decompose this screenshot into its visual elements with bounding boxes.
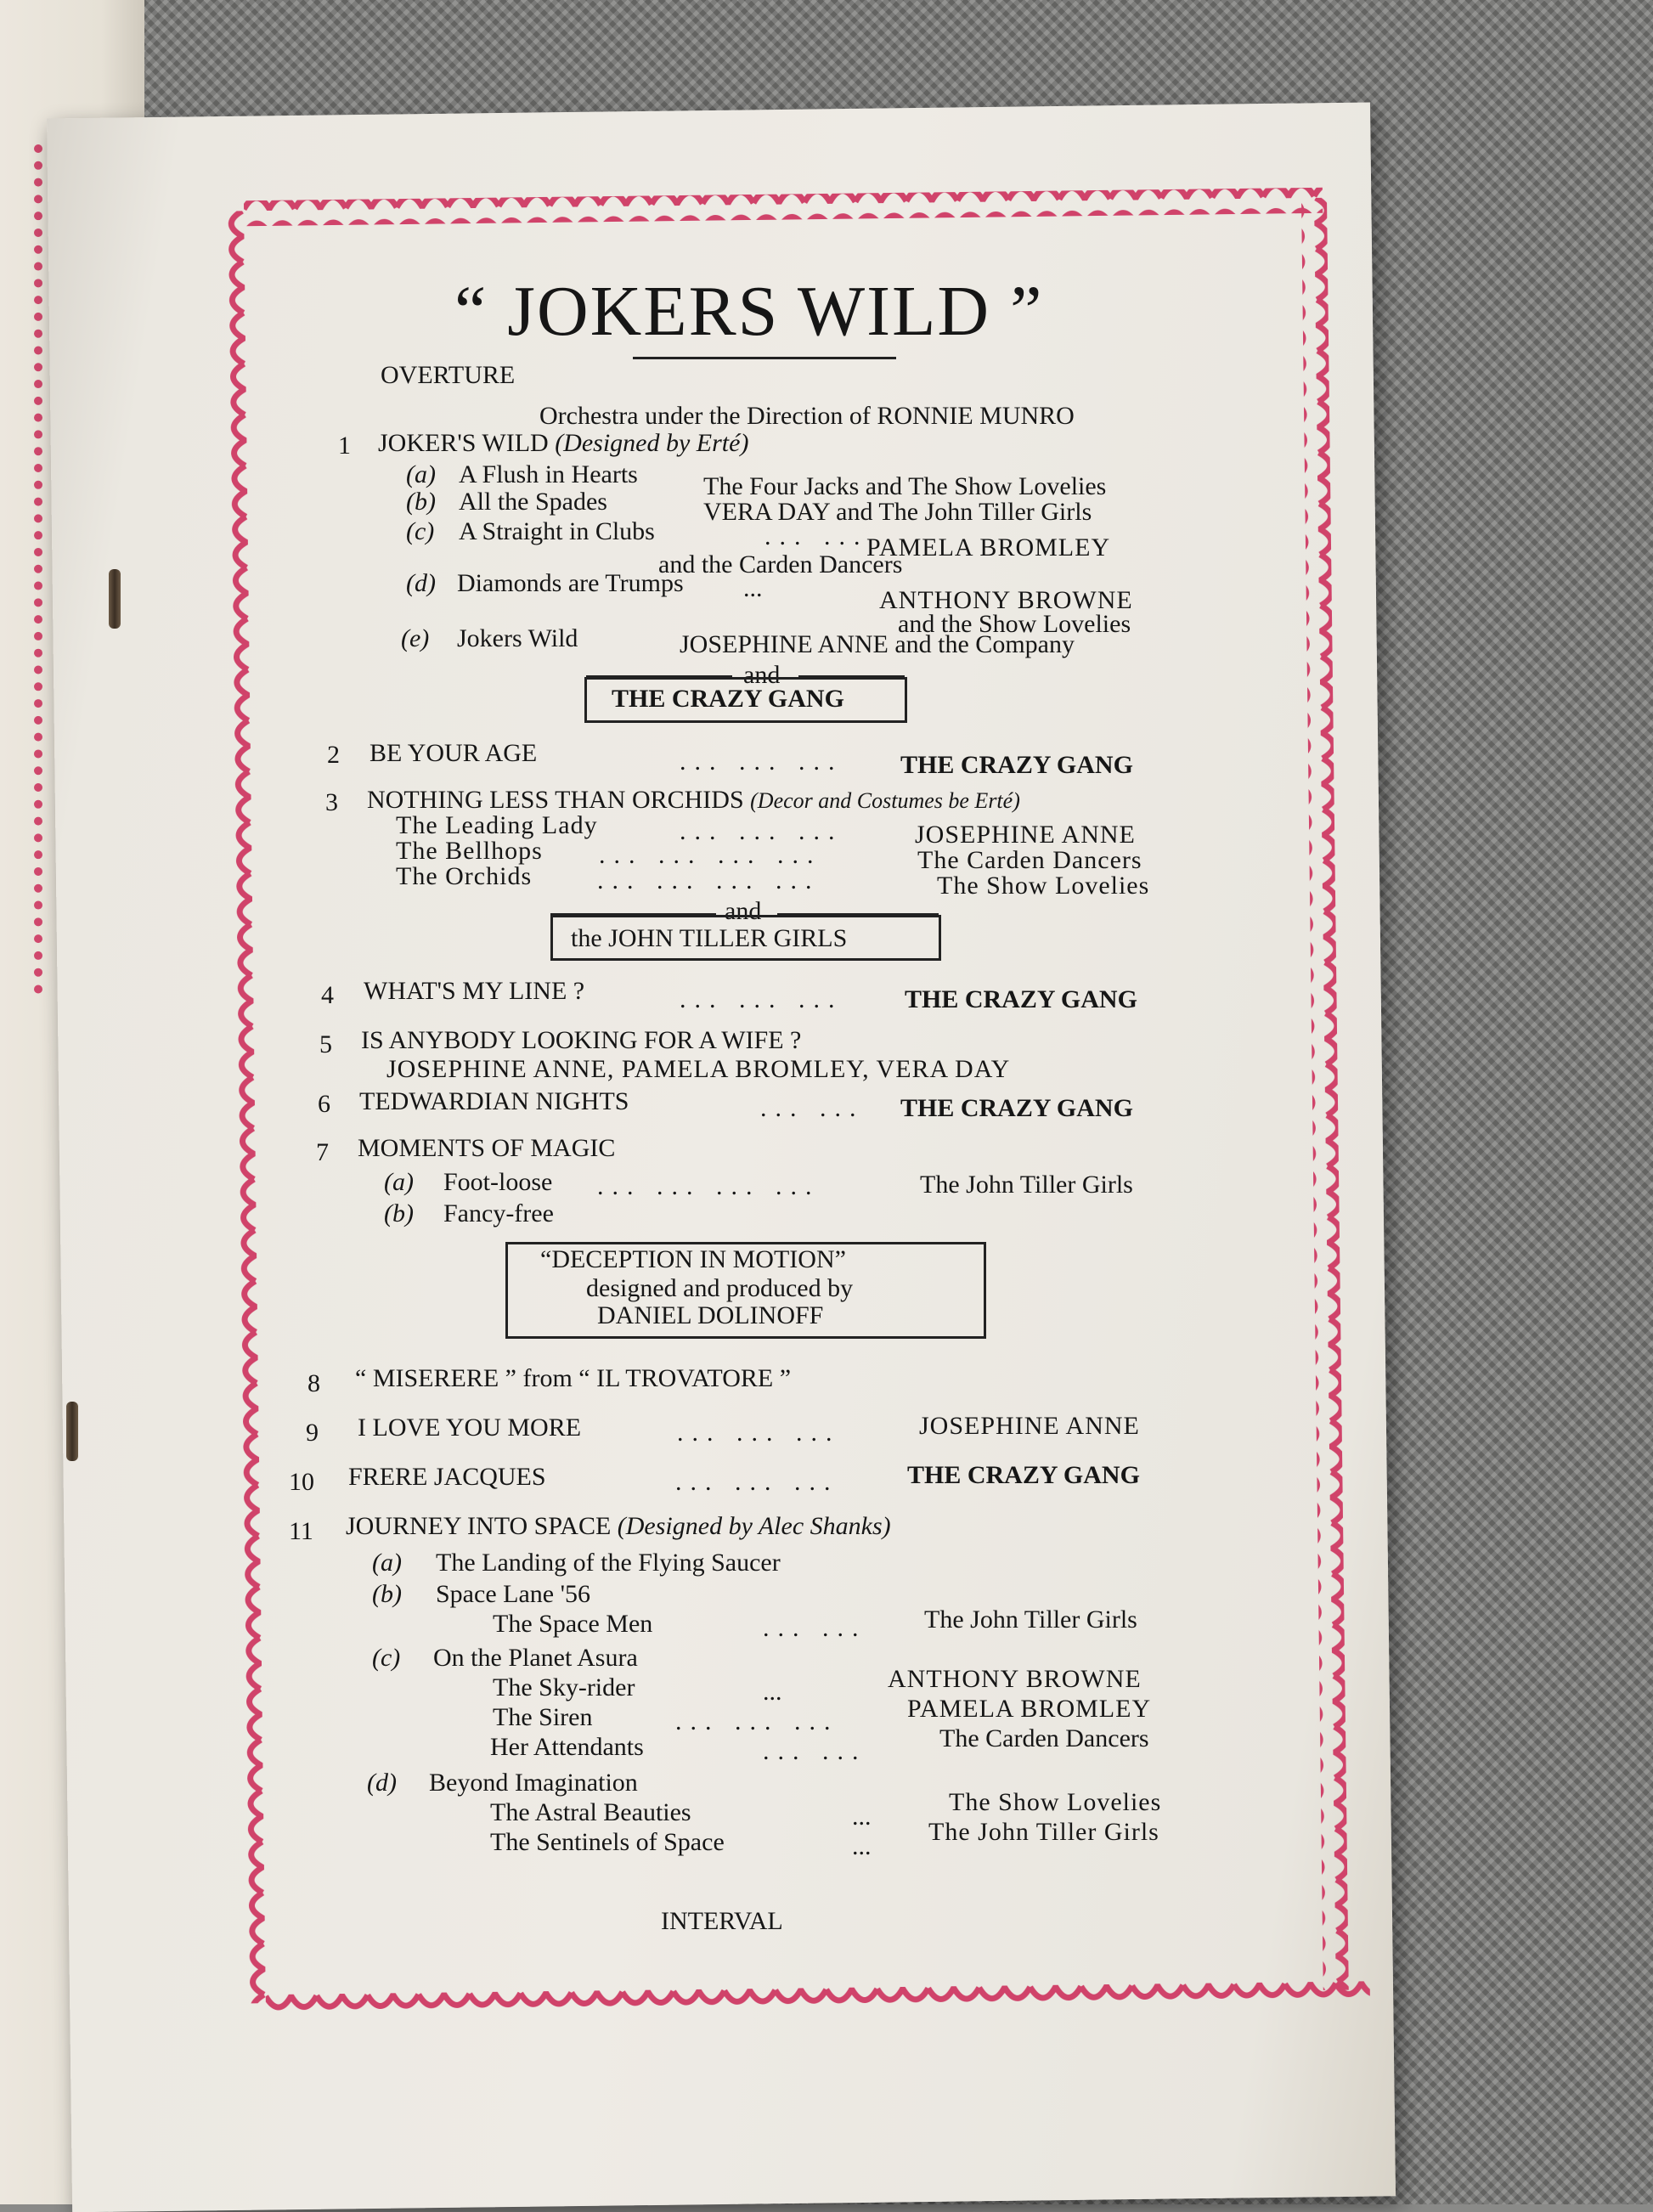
item-1-box-text: THE CRAZY GANG xyxy=(612,685,844,713)
item-1b-letter: (b) xyxy=(406,488,436,516)
item-11-title-text: JOURNEY INTO SPACE xyxy=(346,1512,612,1540)
item-1b-name: All the Spades xyxy=(459,488,607,516)
item-4-dots: ... ... ... xyxy=(680,985,843,1013)
item-11c2-name: The Siren xyxy=(493,1703,593,1731)
item-6-number: 6 xyxy=(318,1090,330,1118)
item-9-number: 9 xyxy=(306,1419,319,1447)
item-11b-name: Space Lane '56 xyxy=(436,1580,590,1608)
item-11c1-name: The Sky-rider xyxy=(493,1673,635,1701)
item-3-row2-cast: The Carden Dancers xyxy=(917,846,1142,874)
item-6-cast: THE CRAZY GANG xyxy=(900,1094,1133,1122)
overture-orchestra: Orchestra under the Direction of RONNIE MUNRO xyxy=(539,402,1075,430)
item-7b-letter: (b) xyxy=(384,1199,414,1227)
item-1e-letter: (e) xyxy=(401,624,430,652)
item-7b-name: Fancy-free xyxy=(443,1199,554,1227)
item-11b-letter: (b) xyxy=(372,1580,402,1608)
item-1a-letter: (a) xyxy=(406,460,436,488)
item-5-cast: JOSEPHINE ANNE, PAMELA BROMLEY, VERA DAY xyxy=(386,1055,1011,1083)
item-11d1-name: The Astral Beauties xyxy=(490,1798,691,1826)
item-9-dots: ... ... ... xyxy=(677,1419,841,1447)
page-title: “ JOKERS WILD ” xyxy=(454,272,1044,351)
item-11d-letter: (d) xyxy=(367,1769,397,1797)
overture-label: OVERTURE xyxy=(381,361,516,389)
item-3-number: 3 xyxy=(325,788,338,816)
item-1c-letter: (c) xyxy=(406,517,435,545)
item-1b-cast: VERA DAY and The John Tiller Girls xyxy=(703,498,1092,526)
item-1a-name: A Flush in Hearts xyxy=(459,460,638,488)
item-1d-cast2: and the Show Lovelies xyxy=(898,610,1131,638)
item-7-box-line1: “DECEPTION IN MOTION” xyxy=(540,1245,846,1273)
item-10-title: FRERE JACQUES xyxy=(348,1463,546,1491)
title-rule xyxy=(633,357,896,359)
item-1e-cast: JOSEPHINE ANNE and the Company xyxy=(680,630,1075,658)
item-11d2-dots: ... xyxy=(852,1832,872,1860)
item-3-row1-name: The Leading Lady xyxy=(396,811,598,839)
item-11d2-name: The Sentinels of Space xyxy=(490,1828,725,1856)
item-7a-letter: (a) xyxy=(384,1168,414,1196)
item-3-row2-dots: ... ... ... ... xyxy=(599,841,822,869)
item-1d-cast: ANTHONY BROWNE xyxy=(879,586,1133,614)
item-1-and: and xyxy=(743,661,781,689)
item-1d-name: Diamonds are Trumps xyxy=(457,569,684,597)
item-1d-letter: (d) xyxy=(406,569,436,597)
item-11-number: 11 xyxy=(289,1517,313,1545)
item-6-dots: ... ... xyxy=(760,1094,865,1122)
item-11c1-cast: ANTHONY BROWNE xyxy=(888,1665,1142,1693)
item-3-row3-name: The Orchids xyxy=(396,862,533,890)
item-1a-cast: The Four Jacks and The Show Lovelies xyxy=(703,472,1107,500)
item-7a-cast: The John Tiller Girls xyxy=(920,1171,1133,1199)
item-5-number: 5 xyxy=(319,1030,332,1058)
item-2-number: 2 xyxy=(327,741,340,769)
item-11b1-dots: ... ... xyxy=(763,1614,867,1642)
item-9-title: I LOVE YOU MORE xyxy=(358,1414,582,1442)
item-11c3-name: Her Attendants xyxy=(490,1733,644,1761)
item-3-and: and xyxy=(725,897,762,925)
item-1c-cast: PAMELA BROMLEY xyxy=(866,533,1111,561)
item-11a-letter: (a) xyxy=(372,1549,402,1577)
item-9-cast: JOSEPHINE ANNE xyxy=(919,1412,1140,1440)
item-10-number: 10 xyxy=(289,1468,314,1496)
item-2-cast: THE CRAZY GANG xyxy=(900,751,1133,779)
item-11c3-cast: The Carden Dancers xyxy=(939,1724,1149,1752)
item-11c2-cast: PAMELA BROMLEY xyxy=(907,1695,1152,1723)
item-11d2-cast: The John Tiller Girls xyxy=(928,1818,1159,1846)
item-11d-name: Beyond Imagination xyxy=(429,1769,638,1797)
item-1e-name: Jokers Wild xyxy=(457,624,578,652)
item-8-number: 8 xyxy=(307,1369,320,1397)
item-11d1-cast: The Show Lovelies xyxy=(949,1788,1162,1816)
item-3-row1-cast: JOSEPHINE ANNE xyxy=(915,821,1136,849)
item-3-title-text: NOTHING LESS THAN ORCHIDS xyxy=(367,786,744,814)
item-7a-dots: ... ... ... ... xyxy=(597,1172,821,1200)
item-7-title: MOMENTS OF MAGIC xyxy=(358,1134,616,1162)
item-1d-dots: ... xyxy=(743,574,763,602)
item-1-note: (Designed by Erté) xyxy=(555,429,749,457)
item-4-title: WHAT'S MY LINE ? xyxy=(364,977,585,1005)
item-8-title: “ MISERERE ” from “ IL TROVATORE ” xyxy=(355,1364,792,1392)
item-1-title xyxy=(378,429,748,458)
item-11c2-dots: ... ... ... xyxy=(675,1707,839,1735)
item-7a-name: Foot-loose xyxy=(443,1168,553,1196)
item-3-box-text: the JOHN TILLER GIRLS xyxy=(571,924,848,952)
item-4-cast: THE CRAZY GANG xyxy=(905,985,1137,1013)
item-11c3-dots: ... ... xyxy=(763,1737,867,1765)
item-2-title: BE YOUR AGE xyxy=(370,739,538,767)
item-3-row3-cast: The Show Lovelies xyxy=(937,872,1150,900)
item-11c1-dots: ... xyxy=(763,1678,782,1706)
item-10-dots: ... ... ... xyxy=(675,1468,839,1496)
item-1-number: 1 xyxy=(338,432,351,460)
item-11c-name: On the Planet Asura xyxy=(433,1644,638,1672)
item-3-note: (Decor and Costumes be Erté) xyxy=(750,788,1020,813)
item-7-box-line3: DANIEL DOLINOFF xyxy=(597,1301,824,1329)
item-4-number: 4 xyxy=(321,981,334,1009)
item-1c-cast2: and the Carden Dancers xyxy=(658,550,903,578)
item-5-title: IS ANYBODY LOOKING FOR A WIFE ? xyxy=(361,1026,802,1054)
item-11a-name: The Landing of the Flying Saucer xyxy=(436,1549,781,1577)
item-10-cast: THE CRAZY GANG xyxy=(907,1461,1140,1489)
item-3-title xyxy=(367,786,1020,815)
item-11d1-dots: ... xyxy=(852,1803,872,1831)
item-11b1-name: The Space Men xyxy=(493,1610,653,1638)
item-7-box-line2: designed and produced by xyxy=(586,1274,854,1302)
item-11-title xyxy=(346,1512,891,1541)
item-3-row2-name: The Bellhops xyxy=(396,837,543,865)
item-11-note: (Designed by Alec Shanks) xyxy=(617,1512,891,1540)
interval-label: INTERVAL xyxy=(661,1907,783,1935)
item-11c-letter: (c) xyxy=(372,1644,401,1672)
item-1c-dots: ... ... xyxy=(764,522,869,550)
item-2-dots: ... ... ... xyxy=(680,748,843,776)
item-11b1-cast: The John Tiller Girls xyxy=(924,1605,1137,1634)
item-3-row3-dots: ... ... ... ... xyxy=(597,866,821,894)
item-7-number: 7 xyxy=(316,1138,329,1166)
item-6-title: TEDWARDIAN NIGHTS xyxy=(359,1087,629,1115)
item-3-row1-dots: ... ... ... xyxy=(680,817,843,845)
item-1-title-text: JOKER'S WILD xyxy=(378,429,549,457)
item-1c-name: A Straight in Clubs xyxy=(459,517,655,545)
